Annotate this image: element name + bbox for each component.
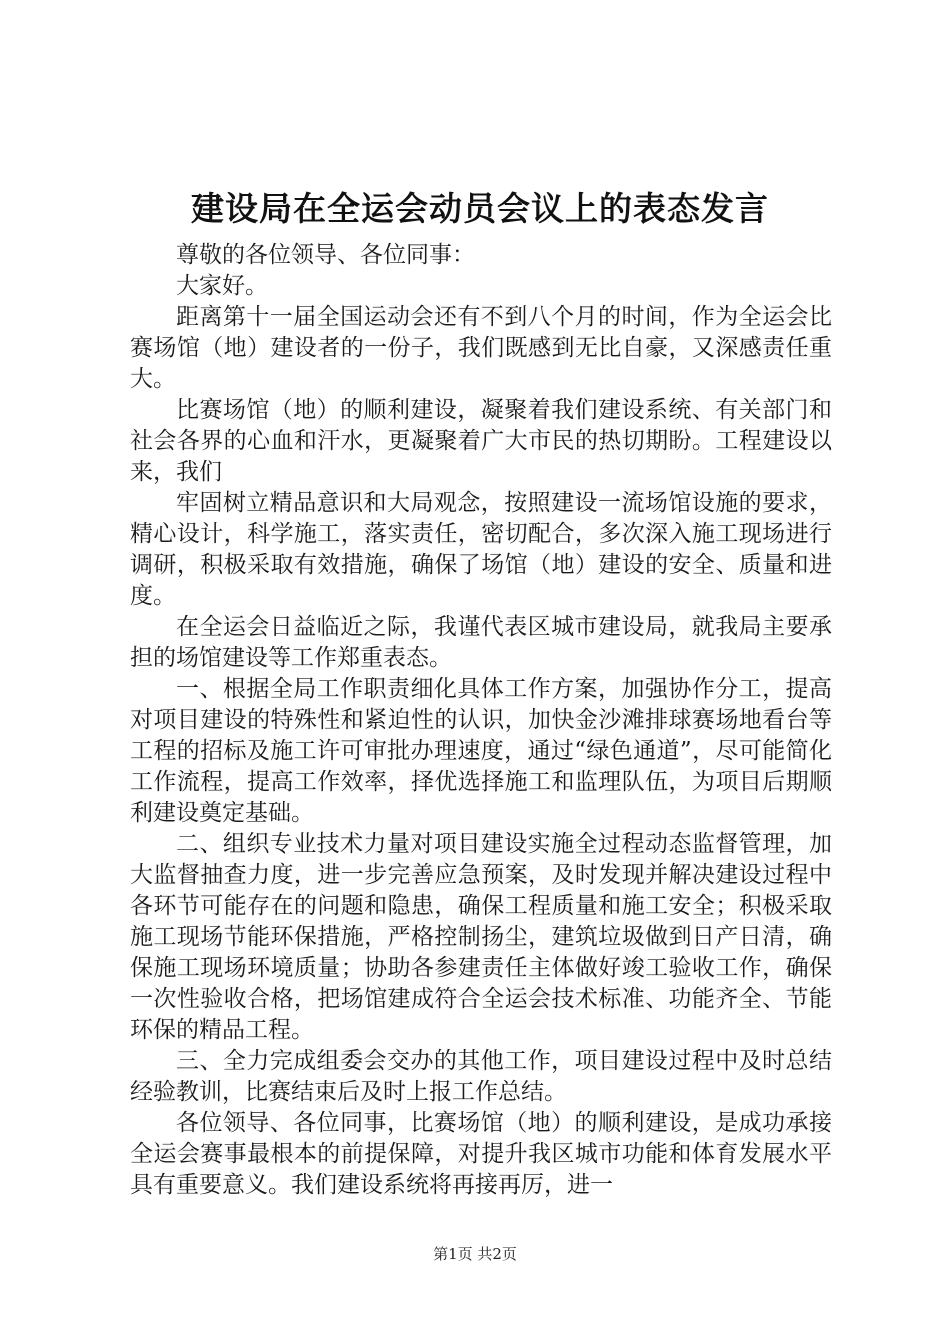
paragraph: 距离第十一届全国运动会还有不到八个月的时间，作为全运会比赛场馆（地）建设者的一份子，我们既感到无比自豪，又深感责任重大。 (130, 304, 832, 392)
greeting: 大家好。 (176, 273, 268, 299)
page-footer: 第1页 共2页 (433, 1245, 517, 1263)
paragraph: 牢固树立精品意识和大局观念，按照建设一流场馆设施的要求，精心设计，科学施工，落实责任，密切配合，多次深入施工现场进行调研，积极采取有效措施，确保了场馆（地）建设的安全、质量和进度。 (130, 490, 832, 609)
document-body (130, 240, 832, 1201)
paragraph-item-two: 二、组织专业技术力量对项目建设实施全过程动态监督管理，加大监督抽查力度，进一步完善应急预案，及时发现并解决建设过程中各环节可能存在的问题和隐患，确保工程质量和施工安全；积极采取施工现场节能环保措施，严格控制扬尘，建筑垃圾做到日产日清，确保施工现场环境质量；协助各参建责任主体做好竣工验收工作，确保一次性验收合格，把场馆建成符合全运会技术标准、功能齐全、节能环保的精品工程。 (130, 831, 832, 1043)
salutation: 尊敬的各位领导、各位同事： (176, 242, 475, 268)
paragraph: 各位领导、各位同事，比赛场馆（地）的顺利建设，是成功承接全运会赛事最根本的前提保障，对提升我区城市功能和体育发展水平具有重要意义。我们建设系统将再接再厉，进一 (130, 1110, 832, 1198)
paragraph: 比赛场馆（地）的顺利建设，凝聚着我们建设系统、有关部门和社会各界的心血和汗水，更凝聚着广大市民的热切期盼。工程建设以来，我们 (130, 397, 832, 485)
document-title: 建设局在全运会动员会议上的表态发言 (191, 189, 769, 228)
paragraph-item-one: 一、根据全局工作职责细化具体工作方案，加强协作分工，提高对项目建设的特殊性和紧迫性的认识，加快金沙滩排球赛场地看台等工程的招标及施工许可审批办理速度，通过“绿色通道”，尽可能简化工作流程，提高工作效率，择优选择施工和监理队伍，为项目后期顺利建设奠定基础。 (130, 676, 832, 826)
paragraph-item-three: 三、全力完成组委会交办的其他工作，项目建设过程中及时总结经验教训，比赛结束后及时上报工作总结。 (130, 1048, 832, 1105)
paragraph: 在全运会日益临近之际，我谨代表区城市建设局，就我局主要承担的场馆建设等工作郑重表态。 (130, 614, 832, 671)
